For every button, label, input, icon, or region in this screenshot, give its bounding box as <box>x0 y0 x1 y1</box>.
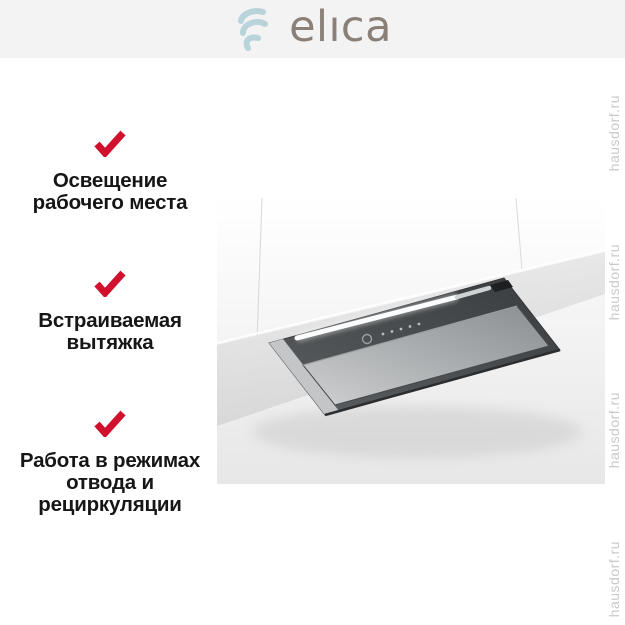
feature-lighting <box>8 129 212 214</box>
checkmark-icon <box>93 269 127 297</box>
watermark-text: hausdorf.ru <box>605 243 622 320</box>
feature-text-line: Освещение <box>52 169 168 192</box>
feature-text-line: вытяжка <box>66 331 154 354</box>
watermark-text: hausdorf.ru <box>605 392 622 469</box>
watermark-column <box>605 95 622 617</box>
product-photo-illustration <box>217 198 605 484</box>
feature-text-line: рециркуляции <box>38 493 182 516</box>
elica-logo <box>233 1 392 53</box>
feature-text-line: Работа в режимах <box>19 449 201 472</box>
brand-header <box>0 0 625 58</box>
elica-swirl-icon <box>233 7 269 53</box>
product-photo <box>217 198 605 484</box>
watermark-text: hausdorf.ru <box>605 95 622 172</box>
feature-text-line: отвода и <box>66 471 154 494</box>
checkmark-icon <box>93 409 127 437</box>
feature-text-line: Встраиваемая <box>38 309 182 332</box>
feature-built-in <box>8 269 212 354</box>
feature-modes <box>8 409 212 516</box>
elica-logo-text: elıca <box>289 1 392 52</box>
feature-text-line: рабочего места <box>32 191 188 214</box>
checkmark-icon <box>93 129 127 157</box>
watermark-text: hausdorf.ru <box>605 540 622 617</box>
